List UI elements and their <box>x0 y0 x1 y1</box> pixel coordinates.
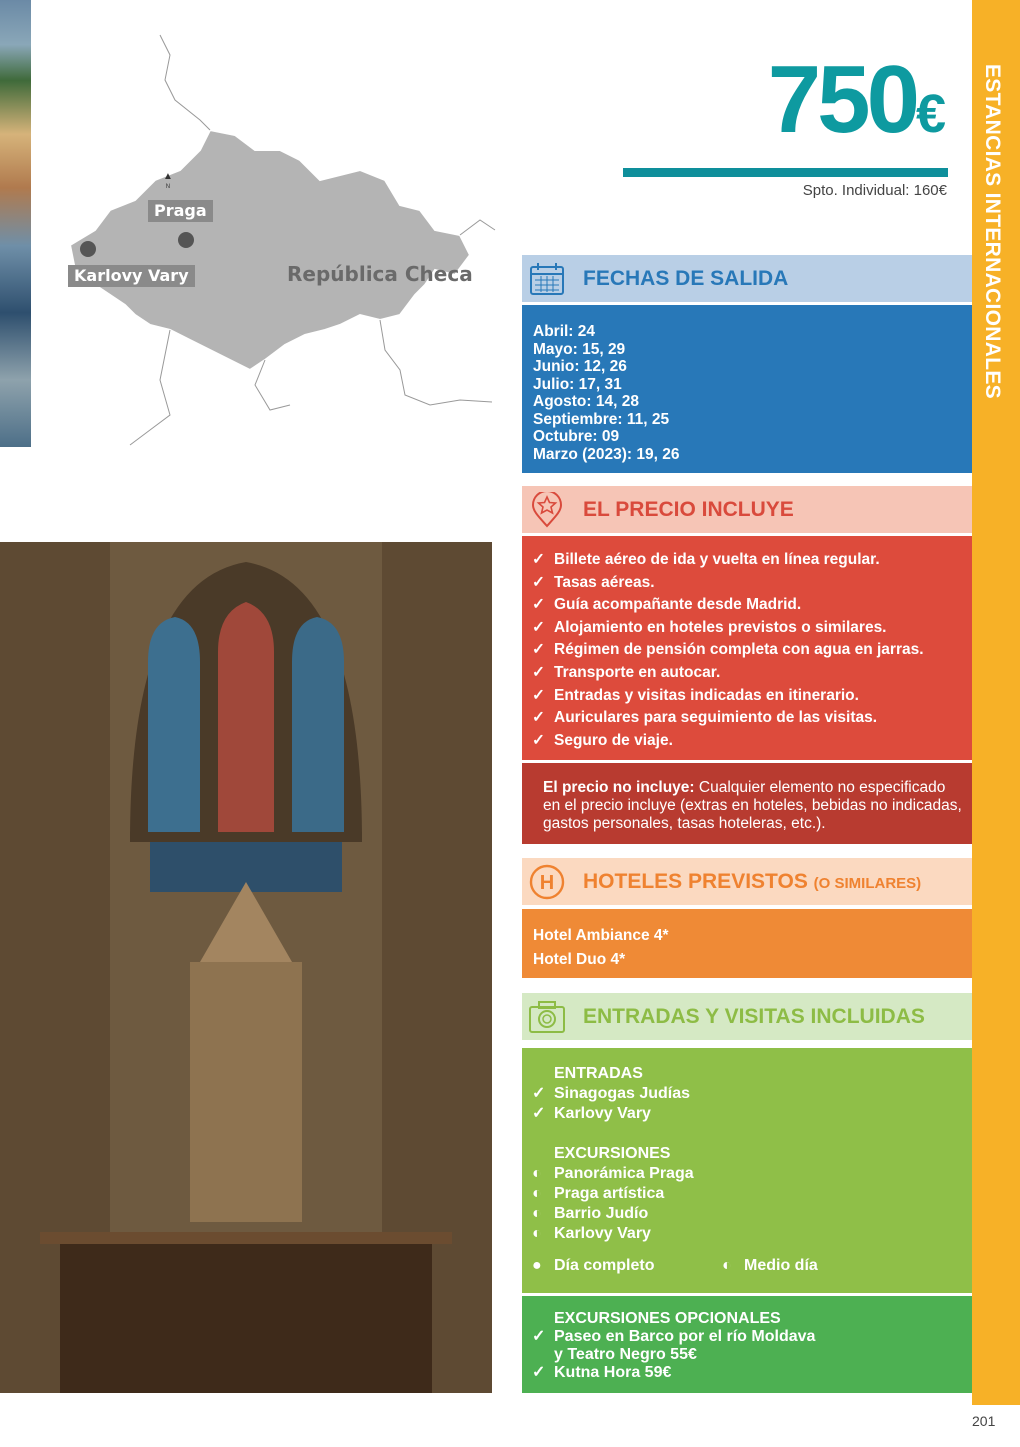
city-label-praga: Praga <box>148 200 213 222</box>
not-included-text: Cualquier elemento no especificado en el precio incluye (extras en hoteles, bebidas no indicadas, gastos personales, tasas hoteleras, etc.). <box>543 779 962 832</box>
includes-list <box>522 536 972 760</box>
city-dot-karlovy-vary <box>80 241 96 257</box>
list-item: ◐ Barrio Judío <box>532 1205 649 1222</box>
dates-header <box>522 255 972 302</box>
border-line <box>160 35 210 130</box>
hotels-list <box>522 909 972 978</box>
includes-header <box>522 486 972 533</box>
check-icon: ✓ <box>532 1328 546 1345</box>
check-icon: ✓ <box>532 709 545 727</box>
date-item: Marzo (2023): 19, 26 <box>533 445 680 463</box>
list-item: ✓ Kutna Hora 59€ <box>532 1364 672 1381</box>
check-icon: ✓ <box>532 641 545 659</box>
price-value: 750 <box>767 46 916 153</box>
list-item-continued: y Teatro Negro 55€ <box>554 1346 697 1363</box>
visits-title: ENTRADAS Y VISITAS INCLUIDAS <box>583 1004 925 1028</box>
border-line <box>255 360 290 410</box>
check-icon: ✓ <box>532 551 545 568</box>
half-day-icon: ◐ <box>532 1185 542 1202</box>
entradas-title: ENTRADAS <box>554 1065 643 1082</box>
check-icon: ✓ <box>532 1085 546 1102</box>
date-item: Julio: 17, 31 <box>533 375 622 393</box>
visits-list <box>522 1048 972 1293</box>
list-item: ✓ Sinagogas Judías <box>532 1085 691 1102</box>
legend-half-day: Medio día <box>744 1257 818 1274</box>
dates-list <box>522 305 972 473</box>
cathedral-illustration <box>0 542 492 1393</box>
date-item: Agosto: 14, 28 <box>533 393 639 410</box>
cathedral-photo <box>0 542 492 1393</box>
full-day-icon: ● <box>532 1257 542 1274</box>
list-item: ✓ Transporte en autocar. <box>532 662 972 685</box>
border-line <box>130 330 170 445</box>
list-item: ◐ Karlovy Vary <box>532 1225 651 1242</box>
price-amount <box>767 46 946 164</box>
hotel-item: Hotel Ambiance 4* <box>533 927 669 944</box>
date-item: Abril: 24 <box>533 323 596 340</box>
list-item: ◐ Praga artística <box>532 1185 665 1202</box>
check-icon: ✓ <box>532 596 545 614</box>
check-icon: ✓ <box>532 1105 546 1122</box>
star-badge-icon <box>528 491 566 529</box>
country-label: República Checa <box>287 262 473 286</box>
list-item: ✓ Seguro de viaje. <box>532 730 972 753</box>
half-day-icon: ◐ <box>532 1205 542 1222</box>
side-banner <box>972 0 1020 1405</box>
check-icon: ✓ <box>532 663 545 681</box>
list-item: ✓ Régimen de pensión completa con agua en jarras. <box>532 639 972 662</box>
check-icon: ✓ <box>532 573 545 591</box>
excursiones-title: EXCURSIONES <box>554 1145 671 1162</box>
date-item: Mayo: 15, 29 <box>533 340 626 358</box>
calendar-icon <box>528 260 566 298</box>
not-included-note <box>522 763 972 844</box>
list-item: ✓ Guía acompañante desde Madrid. <box>532 594 972 617</box>
single-supplement: Spto. Individual: 160€ <box>802 182 947 199</box>
city-dot-praga <box>178 232 194 248</box>
half-day-icon: ◐ <box>722 1257 732 1274</box>
visits-header <box>522 993 972 1040</box>
city-photo-strip <box>0 0 31 447</box>
north-arrow-icon: ▲ N <box>163 171 173 190</box>
date-item: Junio: 12, 26 <box>533 358 627 375</box>
optional-excursions <box>522 1296 972 1393</box>
side-banner-text: ESTANCIAS INTERNACIONALES <box>981 64 1004 399</box>
legend-full-day: Día completo <box>554 1257 655 1274</box>
list-item: ✓ Entradas y visitas indicadas en itinerario. <box>532 685 972 708</box>
list-item: ✓ Paseo en Barco por el río Moldava <box>532 1328 816 1345</box>
border-line <box>460 220 495 235</box>
hotel-item: Hotel Duo 4* <box>533 951 626 968</box>
includes-title: EL PRECIO INCLUYE <box>583 497 794 521</box>
hotels-title: HOTELES PREVISTOS (O SIMILARES) <box>583 869 922 893</box>
not-included-label: El precio no incluye: <box>543 779 695 796</box>
check-icon: ✓ <box>532 618 545 636</box>
list-item: ✓ Tasas aéreas. <box>532 572 972 595</box>
date-item: Septiembre: 11, 25 <box>533 410 670 428</box>
czech-map-shape <box>40 30 500 450</box>
border-line <box>380 320 492 405</box>
hotel-h-icon <box>528 863 566 901</box>
date-item: Octubre: 09 <box>533 428 620 445</box>
country-shape <box>70 130 470 370</box>
map <box>40 30 500 450</box>
list-item: ✓ Billete aéreo de ida y vuelta en línea regular. <box>532 549 972 572</box>
legend <box>532 1256 972 1276</box>
hotels-header <box>522 858 972 905</box>
half-day-icon: ◐ <box>532 1165 542 1182</box>
check-icon: ✓ <box>532 731 545 749</box>
camera-icon <box>528 998 566 1036</box>
half-day-icon: ◐ <box>532 1225 542 1242</box>
list-item: ✓ Auriculares para seguimiento de las visitas. <box>532 707 972 730</box>
svg-text:H: H <box>539 871 555 894</box>
list-item: ✓ Alojamiento en hoteles previstos o similares. <box>532 617 972 640</box>
check-icon: ✓ <box>532 686 545 704</box>
check-icon: ✓ <box>532 1364 546 1381</box>
list-item: ✓ Karlovy Vary <box>532 1105 651 1122</box>
list-item: ◐ Panorámica Praga <box>532 1165 694 1182</box>
page-number: 201 <box>972 1413 996 1429</box>
price-currency: € <box>915 84 946 144</box>
price-divider <box>623 168 948 177</box>
optional-title: EXCURSIONES OPCIONALES <box>554 1310 781 1327</box>
dates-title: FECHAS DE SALIDA <box>583 266 789 290</box>
city-label-karlovy-vary: Karlovy Vary <box>68 265 195 287</box>
